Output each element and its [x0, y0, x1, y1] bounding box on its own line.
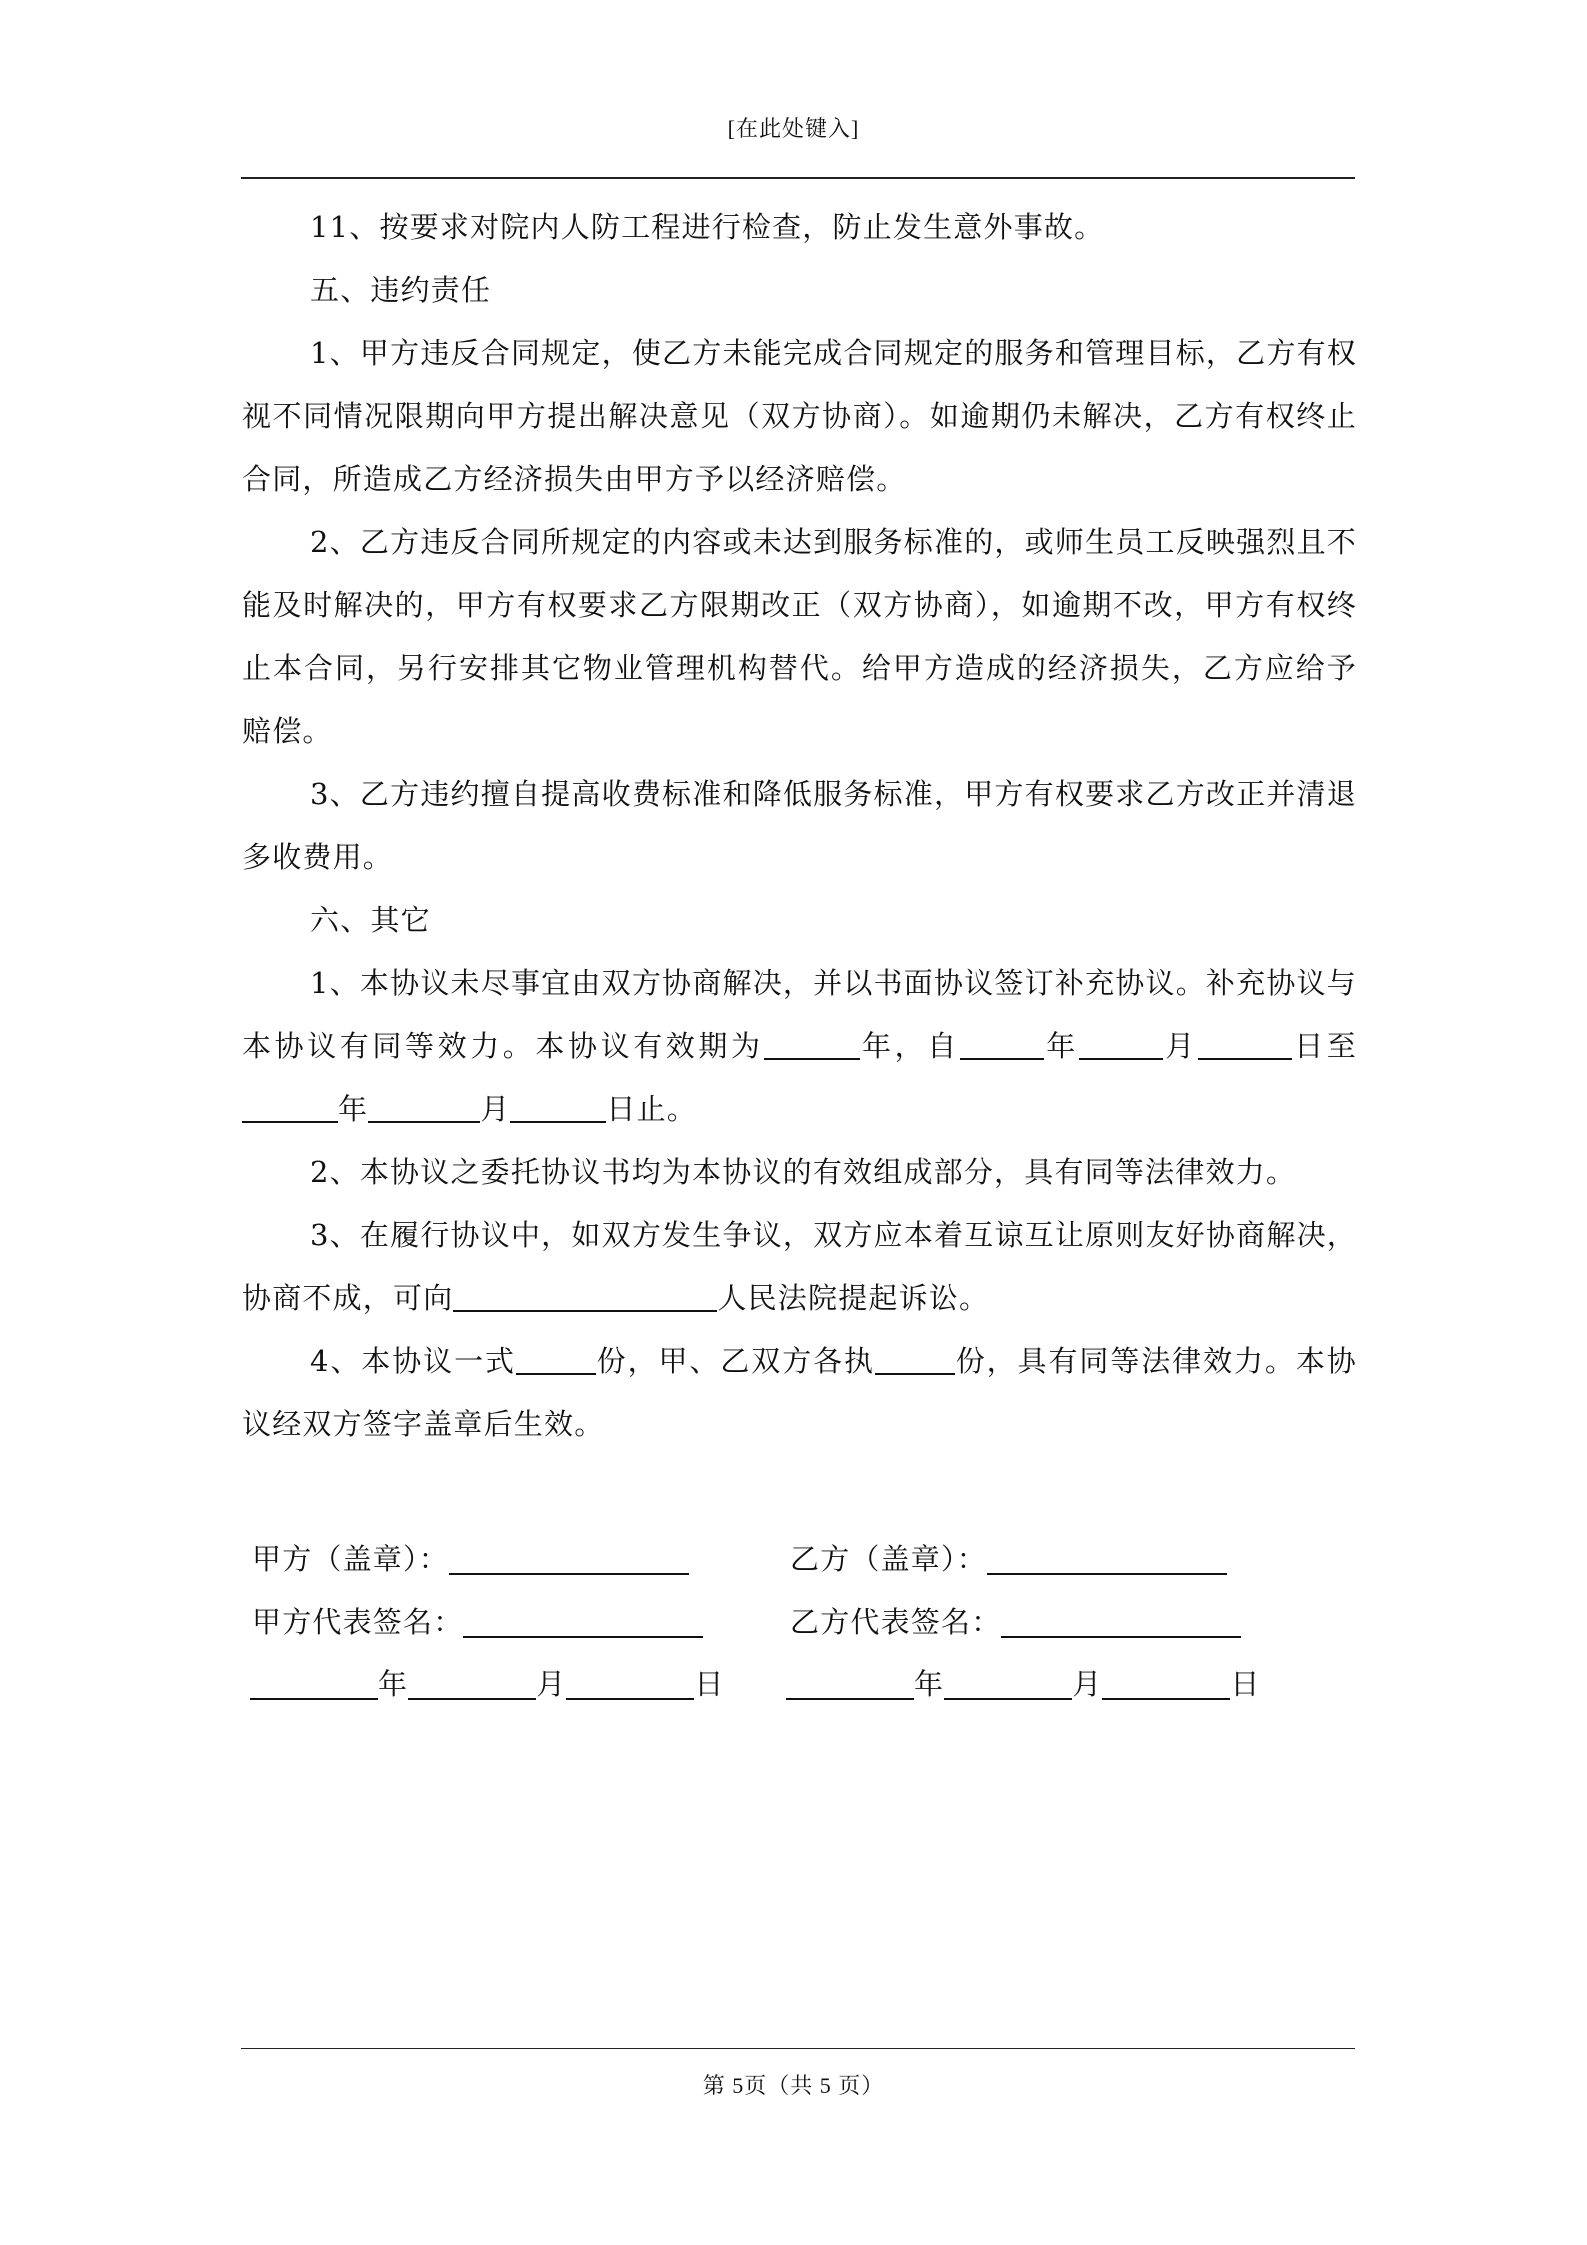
- section-five-item-3: 3、乙方违约擅自提高收费标准和降低服务标准，甲方有权要求乙方改正并清退多收费用。: [242, 777, 1357, 874]
- year-label: 年: [378, 1667, 409, 1701]
- document-body: [242, 196, 1357, 1456]
- text-run: 日至: [1291, 1029, 1357, 1063]
- party-a-day-blank[interactable]: [566, 1668, 694, 1700]
- party-b-rep-blank[interactable]: [1001, 1606, 1241, 1638]
- party-a-seal-label: 甲方（盖章）：: [252, 1542, 449, 1576]
- footer-divider: [241, 2048, 1355, 2049]
- text-run: 年: [338, 1092, 369, 1126]
- section-six-title: 六、其它: [310, 903, 431, 937]
- blank-end-year[interactable]: [242, 1091, 338, 1123]
- party-b-date-row: [786, 1666, 1261, 1702]
- party-a-month-blank[interactable]: [408, 1668, 536, 1700]
- party-a-rep-row: [252, 1604, 703, 1640]
- text-run: 月: [480, 1092, 511, 1126]
- text-run: 3、在履行协议中，如双方发生争议，双方应本着互谅互让原则友好协商解决，协商不成，可向: [242, 1218, 1357, 1315]
- party-a-year-blank[interactable]: [250, 1668, 378, 1700]
- blank-end-day[interactable]: [510, 1091, 606, 1123]
- text-run: 月: [1162, 1029, 1198, 1063]
- section-six-item-3: [242, 1204, 1357, 1330]
- section-six-item-1: [242, 952, 1357, 1141]
- blank-start-year[interactable]: [960, 1028, 1044, 1060]
- section-five-title: 五、违约责任: [310, 273, 492, 307]
- text-run: 年: [1043, 1029, 1079, 1063]
- party-b-month-blank[interactable]: [944, 1668, 1072, 1700]
- header-divider: [241, 177, 1355, 179]
- page-header: [在此处键入]: [727, 116, 860, 141]
- section-six-item-4: [242, 1330, 1357, 1456]
- party-b-seal-row: [790, 1541, 1227, 1577]
- day-label: 日: [694, 1667, 725, 1701]
- page-footer: 第 5页（共 5 页）: [702, 2073, 885, 2098]
- section-five-item-1: 1、甲方违反合同规定，使乙方未能完成合同规定的服务和管理目标，乙方有权视不同情况限期向甲方提出解决意见（双方协商）。如逾期仍未解决，乙方有权终止合同，所造成乙方经济损失由甲方予以经济赔偿。: [242, 336, 1357, 496]
- blank-term-years[interactable]: [764, 1028, 860, 1060]
- blank-end-month[interactable]: [368, 1091, 480, 1123]
- party-b-seal-blank[interactable]: [987, 1543, 1227, 1575]
- day-label: 日: [1230, 1667, 1261, 1701]
- text-run: 份，甲、乙双方各执: [595, 1344, 875, 1378]
- text-run: 4、本协议一式: [310, 1344, 516, 1378]
- party-a-rep-blank[interactable]: [463, 1606, 703, 1638]
- party-b-seal-label: 乙方（盖章）：: [790, 1542, 987, 1576]
- year-label: 年: [914, 1667, 945, 1701]
- text-run: 1、本协议未尽事宜由双方协商解决，并以书面协议签订补充协议。补充协议与本协议有同等效力。本协议有效期为: [242, 966, 1357, 1063]
- text-run: 日止。: [606, 1092, 698, 1126]
- party-a-rep-label: 甲方代表签名：: [252, 1605, 464, 1639]
- party-b-rep-label: 乙方代表签名：: [790, 1605, 1002, 1639]
- month-label: 月: [1072, 1667, 1103, 1701]
- blank-copies-total[interactable]: [516, 1343, 596, 1375]
- party-b-year-blank[interactable]: [786, 1668, 914, 1700]
- party-b-rep-row: [790, 1604, 1241, 1640]
- party-a-date-row: [250, 1666, 725, 1702]
- party-a-seal-blank[interactable]: [449, 1543, 689, 1575]
- blank-start-month[interactable]: [1079, 1028, 1163, 1060]
- section-six-item-2: 2、本协议之委托协议书均为本协议的有效组成部分，具有同等法律效力。: [310, 1155, 1297, 1189]
- month-label: 月: [536, 1667, 567, 1701]
- text-run: 份，具有同等法律效力。本协议经双方签字盖章后生效。: [242, 1344, 1357, 1441]
- party-b-day-blank[interactable]: [1102, 1668, 1230, 1700]
- blank-court-name[interactable]: [453, 1280, 717, 1312]
- party-a-seal-row: [252, 1541, 689, 1577]
- blank-copies-each[interactable]: [875, 1343, 955, 1375]
- paragraph-item-11: 11、按要求对院内人防工程进行检查，防止发生意外事故。: [310, 210, 1105, 244]
- text-run: 人民法院提起诉讼。: [717, 1281, 990, 1315]
- text-run: 年，自: [859, 1029, 960, 1063]
- section-five-item-2: 2、乙方违反合同所规定的内容或未达到服务标准的，或师生员工反映强烈且不能及时解决的，甲方有权要求乙方限期改正（双方协商），如逾期不改，甲方有权终止本合同，另行安排其它物业管理机构替代。给甲方造成的经济损失，乙方应给予赔偿。: [242, 525, 1357, 748]
- blank-start-day[interactable]: [1198, 1028, 1292, 1060]
